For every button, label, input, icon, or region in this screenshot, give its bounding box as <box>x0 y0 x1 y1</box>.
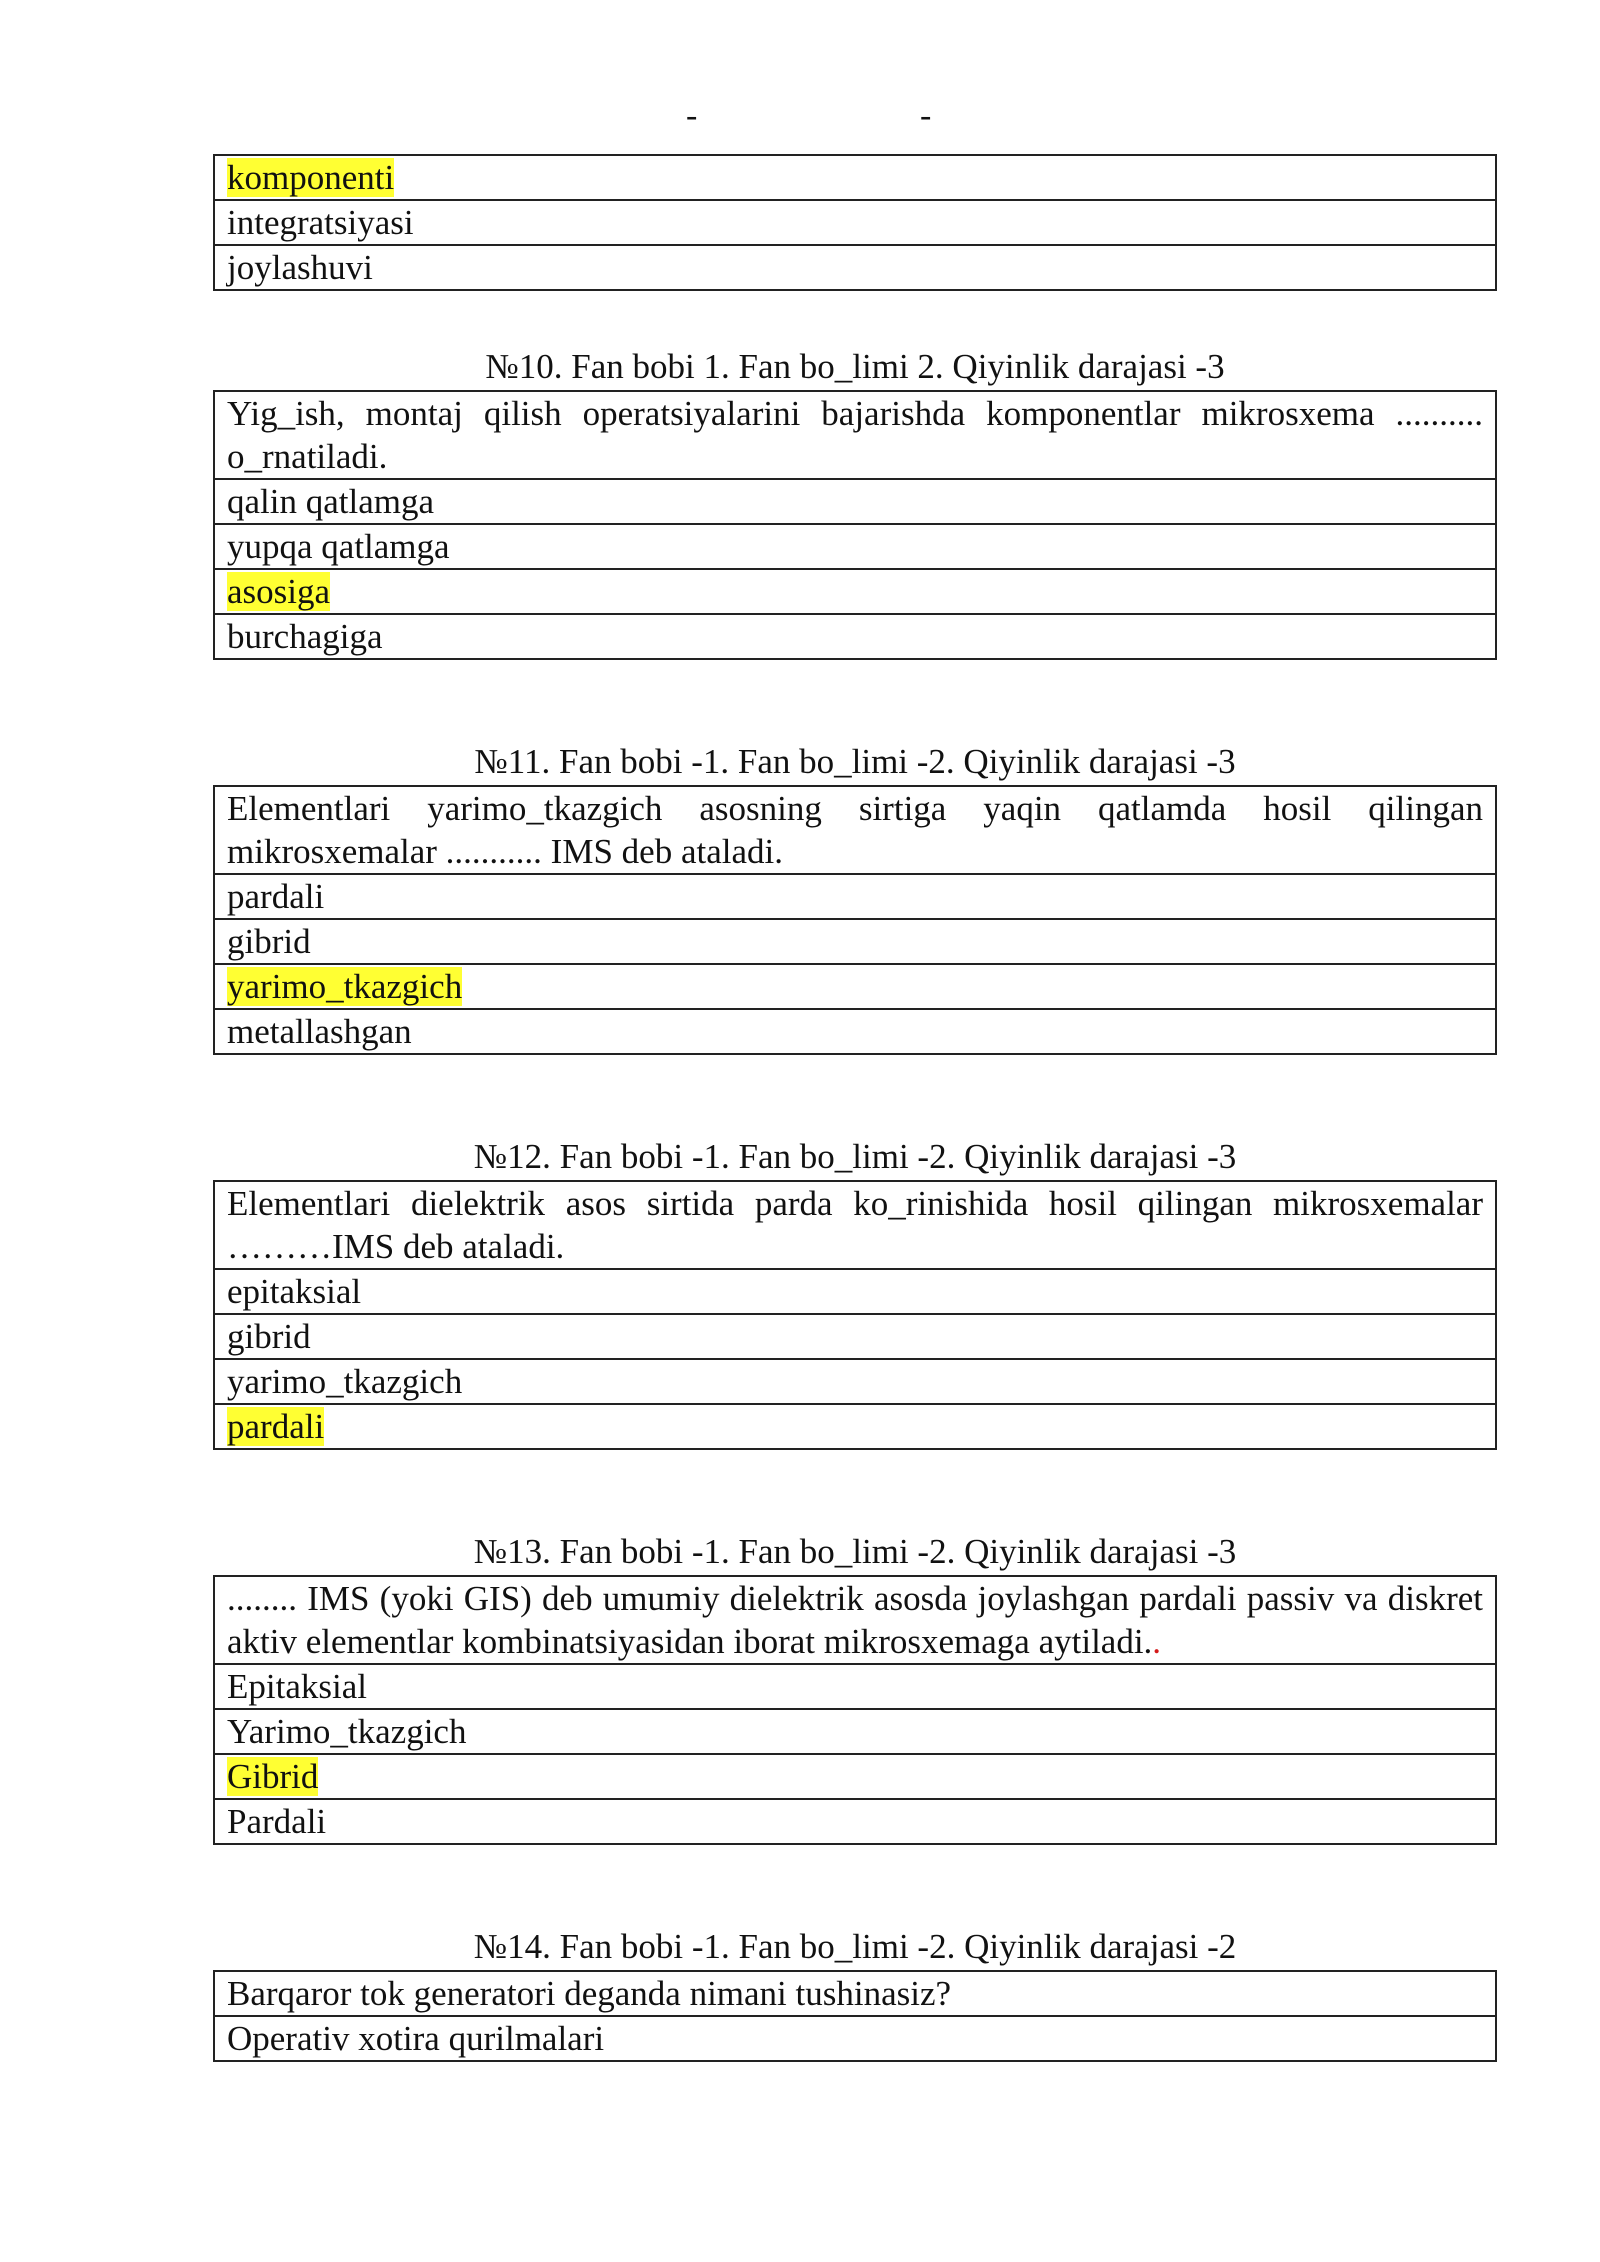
question-text: Elementlari yarimo_tkazgich asosning sirtiga yaqin qatlamda hosil qilingan mikrosxemalar ........... IMS deb ataladi. <box>214 786 1496 874</box>
option-cell: pardali <box>214 874 1496 919</box>
option-row <box>214 1404 1496 1449</box>
question-title: №13. Fan bobi -1. Fan bo_limi -2. Qiyinlik darajasi -3 <box>473 1532 1237 1571</box>
option-row <box>214 1799 1496 1844</box>
answer-table <box>213 154 1497 291</box>
question-text: Barqaror tok generatori deganda nimani tushinasiz? <box>214 1971 1496 2016</box>
option-row <box>214 1754 1496 1799</box>
answer-table <box>213 1180 1497 1450</box>
option-row <box>214 1664 1496 1709</box>
question-row <box>214 1971 1496 2016</box>
question-text: ........ IMS (yoki GIS) deb umumiy dielektrik asosda joylashgan pardali passiv va diskret aktiv elementlar kombinatsiyasidan iborat mikrosxemaga aytiladi. <box>227 1579 1483 1661</box>
option-cell: burchagiga <box>214 614 1496 659</box>
question-10-block <box>213 346 1497 660</box>
question-title: №12. Fan bobi -1. Fan bo_limi -2. Qiyinlik darajasi -3 <box>473 1137 1237 1176</box>
option-cell: yupqa qatlamga <box>214 524 1496 569</box>
question-title: №10. Fan bobi 1. Fan bo_limi 2. Qiyinlik darajasi -3 <box>485 347 1225 386</box>
option-cell: Operativ xotira qurilmalari <box>214 2016 1496 2061</box>
option-cell: epitaksial <box>214 1269 1496 1314</box>
question-row <box>214 1181 1496 1269</box>
question-title: №14. Fan bobi -1. Fan bo_limi -2. Qiyinlik darajasi -2 <box>473 1927 1237 1966</box>
question-text: Yig_ish, montaj qilish operatsiyalarini bajarishda komponentlar mikrosxema .......... o_rnatiladi. <box>214 391 1496 479</box>
question-9-block <box>213 154 1497 291</box>
answer-table <box>213 785 1497 1055</box>
option-row <box>214 200 1496 245</box>
correct-option: komponenti <box>227 158 395 197</box>
option-cell: metallashgan <box>214 1009 1496 1054</box>
question-row <box>214 786 1496 874</box>
option-cell: qalin qatlamga <box>214 479 1496 524</box>
option-row <box>214 479 1496 524</box>
option-row <box>214 1314 1496 1359</box>
option-cell: joylashuvi <box>214 245 1496 290</box>
question-suffix: . <box>1152 1622 1162 1661</box>
question-12-block <box>213 1136 1497 1450</box>
option-row <box>214 919 1496 964</box>
option-cell: gibrid <box>214 1314 1496 1359</box>
header-dash-left: - <box>686 97 698 134</box>
correct-option: Gibrid <box>227 1757 319 1796</box>
correct-option: pardali <box>227 1407 325 1446</box>
option-cell: integratsiyasi <box>214 200 1496 245</box>
option-cell: Epitaksial <box>214 1664 1496 1709</box>
option-row <box>214 1269 1496 1314</box>
question-14-block <box>213 1926 1497 2062</box>
answer-table <box>213 1575 1497 1845</box>
answer-table <box>213 1970 1497 2062</box>
option-row <box>214 569 1496 614</box>
option-cell: gibrid <box>214 919 1496 964</box>
option-row <box>214 155 1496 200</box>
question-row <box>214 1576 1496 1664</box>
option-row <box>214 2016 1496 2061</box>
question-11-block <box>213 741 1497 1055</box>
option-cell: Yarimo_tkazgich <box>214 1709 1496 1754</box>
question-title: №11. Fan bobi -1. Fan bo_limi -2. Qiyinlik darajasi -3 <box>474 742 1236 781</box>
question-row <box>214 391 1496 479</box>
question-text: Elementlari dielektrik asos sirtida parda ko_rinishida hosil qilingan mikrosxemalar ………IMS deb ataladi. <box>214 1181 1496 1269</box>
option-row <box>214 1709 1496 1754</box>
option-row <box>214 614 1496 659</box>
correct-option: asosiga <box>227 572 331 611</box>
option-row <box>214 874 1496 919</box>
option-row <box>214 964 1496 1009</box>
option-cell: yarimo_tkazgich <box>214 1359 1496 1404</box>
option-row <box>214 245 1496 290</box>
answer-table <box>213 390 1497 660</box>
option-row <box>214 1009 1496 1054</box>
correct-option: yarimo_tkazgich <box>227 967 463 1006</box>
question-13-block <box>213 1531 1497 1845</box>
option-cell: Pardali <box>214 1799 1496 1844</box>
header-dash-right: - <box>920 97 932 134</box>
option-row <box>214 1359 1496 1404</box>
option-row <box>214 524 1496 569</box>
